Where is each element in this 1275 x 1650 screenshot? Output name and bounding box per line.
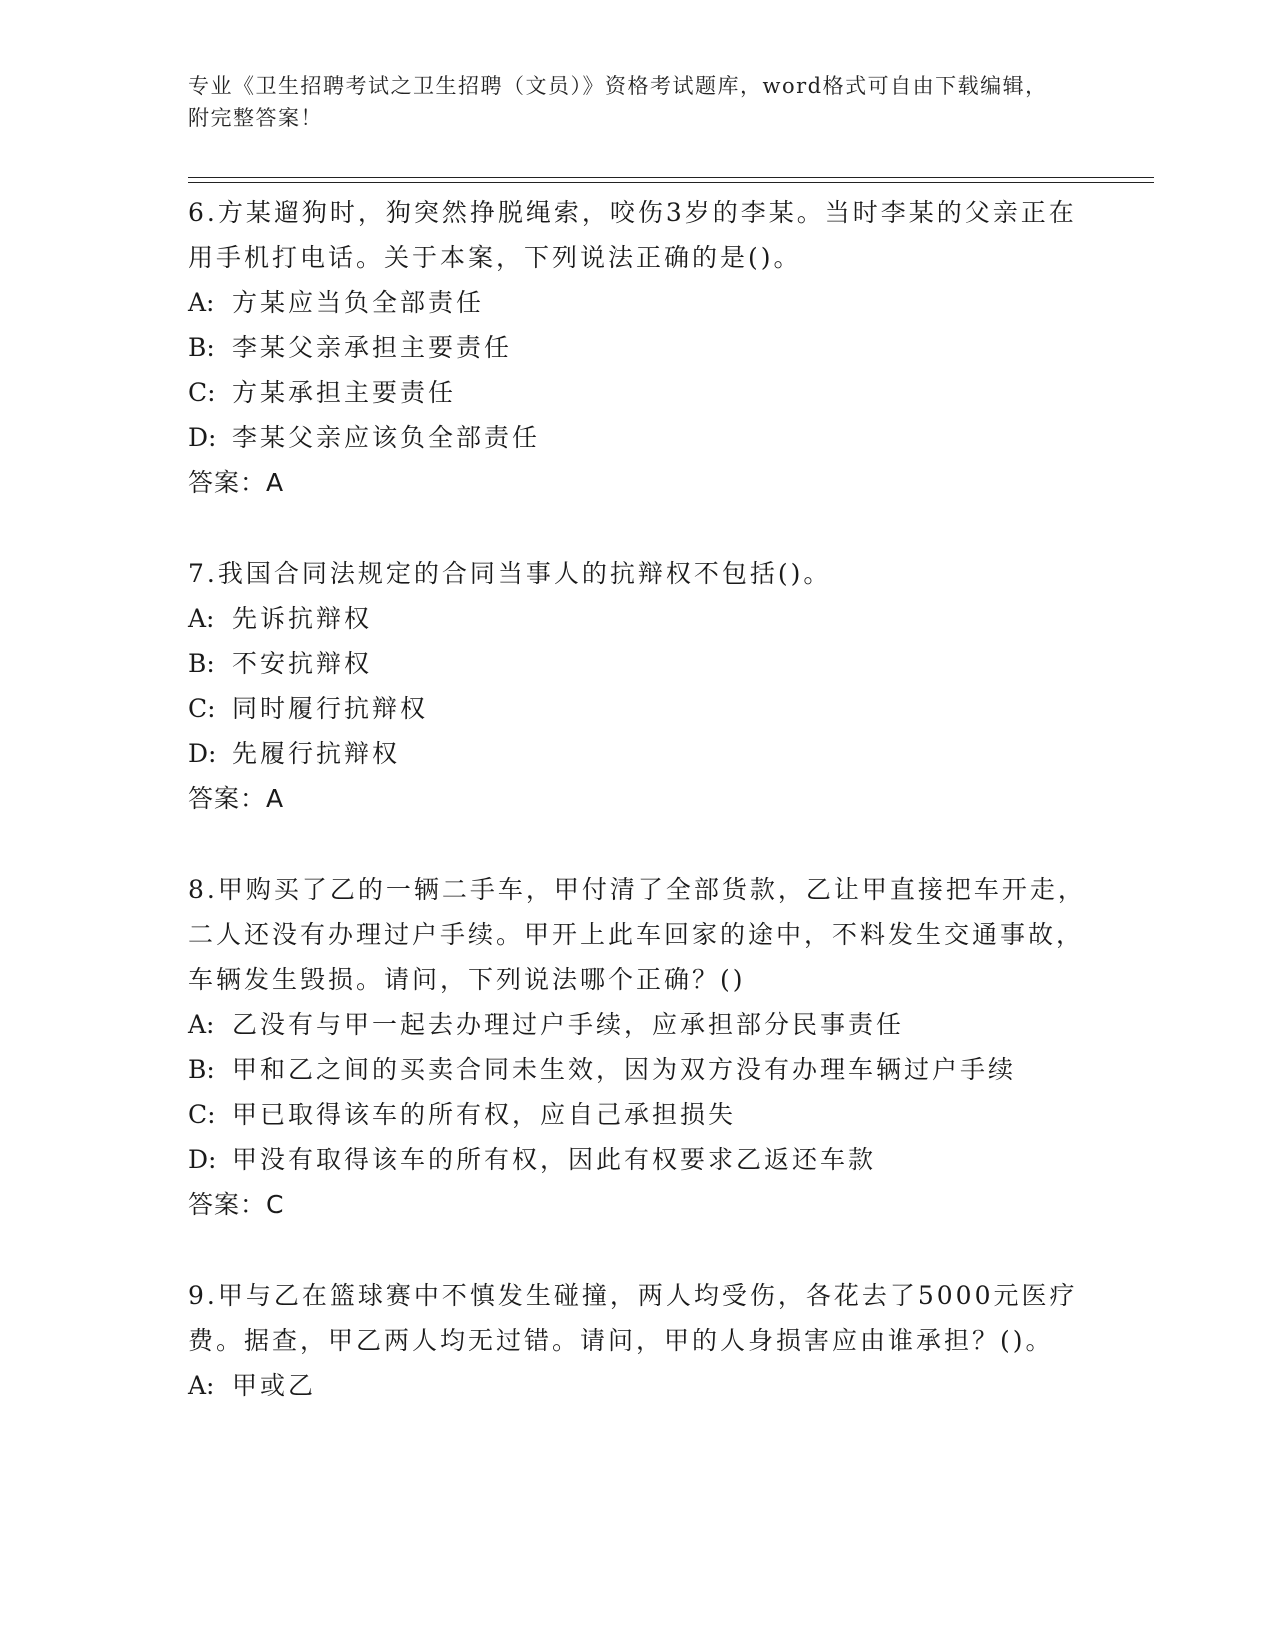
option-text: 先诉抗辩权 (232, 604, 373, 633)
option-c (188, 1092, 1088, 1137)
answer-line: 答案：C (188, 1190, 285, 1219)
question-stem: 9.甲与乙在篮球赛中不慎发生碰撞，两人均受伤，各花去了5000元医疗费。据查，甲乙两人均无过错。请问，甲的人身损害应由谁承担？()。 (188, 1281, 1078, 1355)
option-d (188, 415, 1088, 460)
option-letter: D: (188, 423, 217, 452)
option-letter: A: (188, 1371, 215, 1400)
option-letter: D: (188, 1145, 217, 1174)
option-text: 方某承担主要责任 (232, 378, 457, 407)
option-a (188, 280, 1088, 325)
option-text: 李某父亲承担主要责任 (232, 333, 513, 362)
answer-line: 答案：A (188, 468, 285, 497)
option-text: 同时履行抗辩权 (232, 694, 429, 723)
question-stem: 6.方某遛狗时，狗突然挣脱绳索，咬伤3岁的李某。当时李某的父亲正在用手机打电话。关于本案，下列说法正确的是()。 (188, 198, 1077, 272)
option-letter: C: (188, 694, 216, 723)
question-8 (188, 867, 1088, 1227)
option-letter: A: (188, 604, 215, 633)
option-letter: B: (188, 649, 215, 678)
option-b (188, 641, 1088, 686)
option-text: 先履行抗辩权 (232, 739, 401, 768)
option-text: 不安抗辩权 (232, 649, 373, 678)
question-7 (188, 551, 1088, 821)
option-letter: C: (188, 378, 216, 407)
header-divider-top (188, 177, 1154, 178)
option-b (188, 1047, 1088, 1092)
option-letter: A: (188, 1010, 215, 1039)
question-list (188, 190, 1088, 1454)
option-letter: D: (188, 739, 217, 768)
answer-line: 答案：A (188, 784, 285, 813)
option-a (188, 1363, 1088, 1408)
option-letter: C: (188, 1100, 216, 1129)
option-a (188, 1002, 1088, 1047)
option-c (188, 370, 1088, 415)
option-c (188, 686, 1088, 731)
option-d (188, 731, 1088, 776)
question-stem: 8.甲购买了乙的一辆二手车，甲付清了全部货款，乙让甲直接把车开走，二人还没有办理过户手续。甲开上此车回家的途中，不料发生交通事故，车辆发生毁损。请问，下列说法哪个正确？() (188, 875, 1086, 994)
option-letter: B: (188, 333, 215, 362)
option-a (188, 596, 1088, 641)
option-text: 甲已取得该车的所有权，应自己承担损失 (232, 1100, 737, 1129)
option-b (188, 325, 1088, 370)
option-text: 李某父亲应该负全部责任 (232, 423, 541, 452)
question-stem: 7.我国合同法规定的合同当事人的抗辩权不包括()。 (188, 559, 832, 588)
document-header: 专业《卫生招聘考试之卫生招聘（文员）》资格考试题库，word格式可自由下载编辑，附完整答案！ (188, 74, 1048, 130)
option-letter: B: (188, 1055, 215, 1084)
option-text: 乙没有与甲一起去办理过户手续，应承担部分民事责任 (232, 1010, 905, 1039)
header-divider-bottom (188, 182, 1154, 183)
option-letter: A: (188, 288, 215, 317)
option-text: 甲和乙之间的买卖合同未生效，因为双方没有办理车辆过户手续 (232, 1055, 1017, 1084)
option-text: 甲或乙 (232, 1371, 317, 1400)
question-6 (188, 190, 1088, 505)
option-text: 方某应当负全部责任 (232, 288, 485, 317)
option-d (188, 1137, 1088, 1182)
option-text: 甲没有取得该车的所有权，因此有权要求乙返还车款 (232, 1145, 877, 1174)
question-9 (188, 1273, 1088, 1408)
